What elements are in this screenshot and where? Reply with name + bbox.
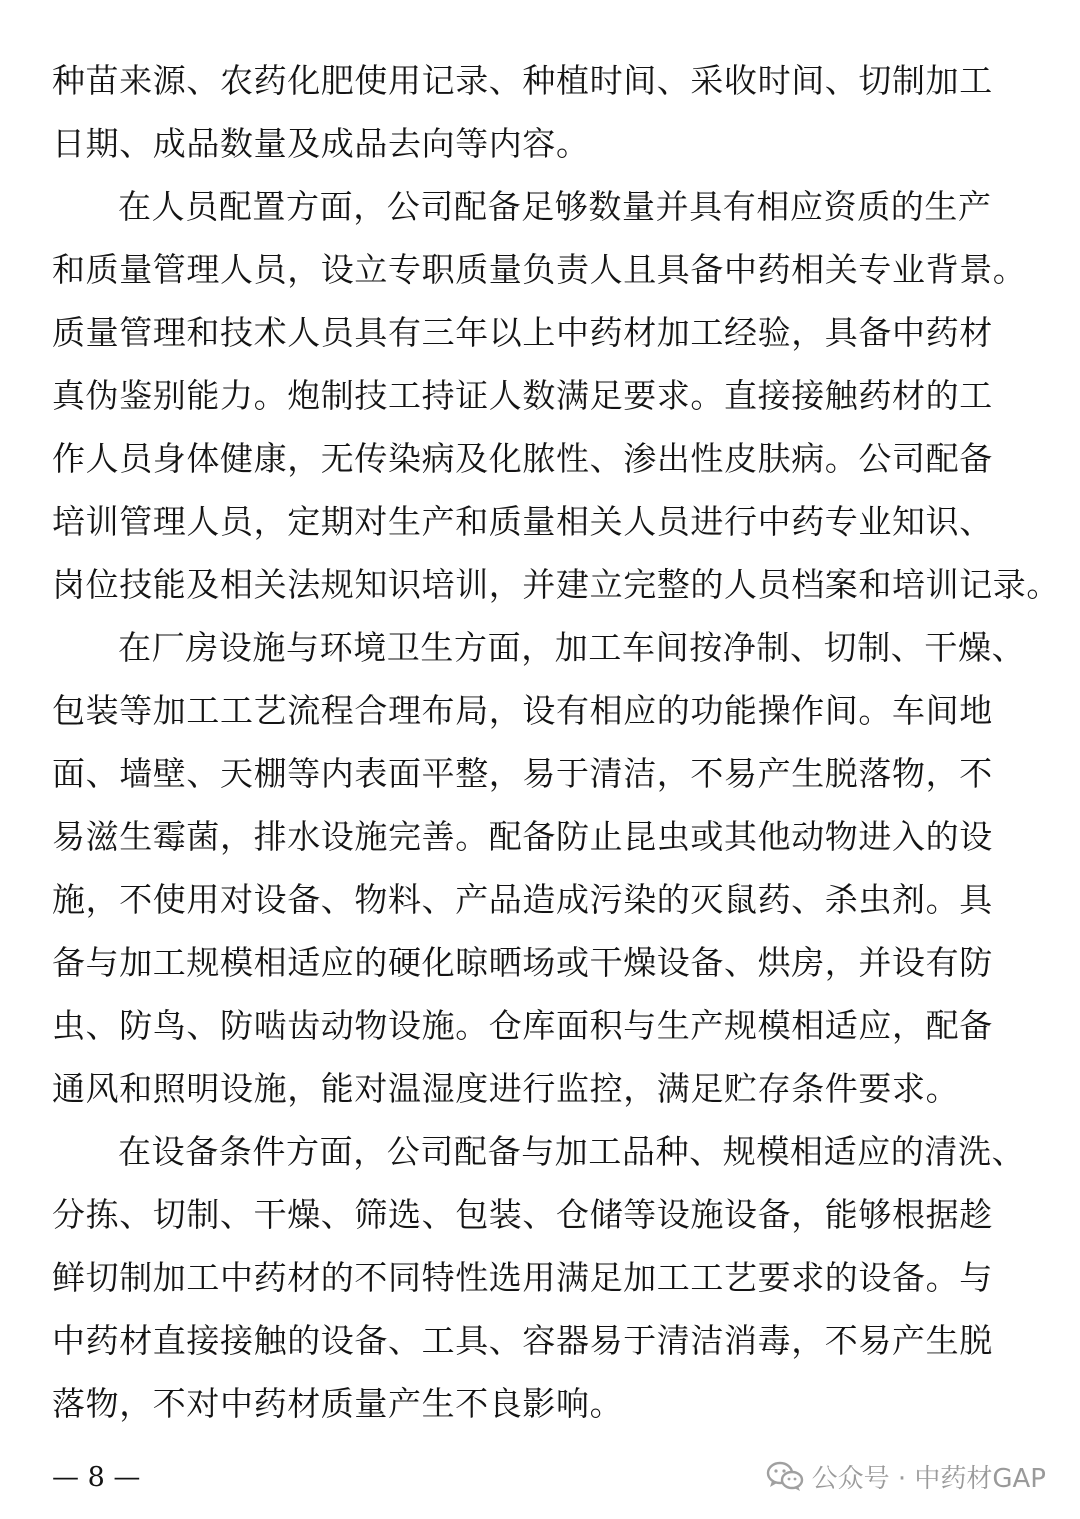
text-line: 在设备条件方面，公司配备与加工品种、规模相适应的清洗、 <box>118 1132 1026 1171</box>
text-line: 易滋生霉菌，排水设施完善。配备防止昆虫或其他动物进入的设 <box>52 817 993 856</box>
page-number: — 8 — <box>52 1462 141 1493</box>
text-line: 分拣、切制、干燥、筛选、包装、仓储等设施设备，能够根据趁 <box>52 1195 993 1234</box>
text-line: 通风和照明设施，能对温湿度进行监控，满足贮存条件要求。 <box>52 1069 960 1108</box>
text-line: 真伪鉴别能力。炮制技工持证人数满足要求。直接接触药材的工 <box>52 376 993 415</box>
text-line: 落物，不对中药材质量产生不良影响。 <box>52 1384 624 1423</box>
text-line: 质量管理和技术人员具有三年以上中药材加工经验，具备中药材 <box>52 313 993 352</box>
text-line: 培训管理人员，定期对生产和质量相关人员进行中药专业知识、 <box>52 502 993 541</box>
text-line: 中药材直接接触的设备、工具、容器易于清洁消毒，不易产生脱 <box>52 1321 993 1360</box>
text-line: 在厂房设施与环境卫生方面，加工车间按净制、切制、干燥、 <box>118 628 1026 667</box>
text-line: 施，不使用对设备、物料、产品造成污染的灭鼠药、杀虫剂。具 <box>52 880 993 919</box>
text-line: 在人员配置方面，公司配备足够数量并具有相应资质的生产 <box>118 187 992 226</box>
text-line: 和质量管理人员，设立专职质量负责人且具备中药相关专业背景。 <box>52 250 1027 289</box>
watermark-text: 公众号 · 中药材GAP <box>811 1463 1046 1494</box>
watermark <box>766 1454 1046 1498</box>
text-line: 虫、防鸟、防啮齿动物设施。仓库面积与生产规模相适应，配备 <box>52 1006 993 1045</box>
text-line: 鲜切制加工中药材的不同特性选用满足加工工艺要求的设备。与 <box>52 1258 993 1297</box>
text-line: 面、墙壁、天棚等内表面平整，易于清洁，不易产生脱落物，不 <box>52 754 993 793</box>
text-line: 备与加工规模相适应的硬化晾晒场或干燥设备、烘房，并设有防 <box>52 943 993 982</box>
text-line: 包装等加工工艺流程合理布局，设有相应的功能操作间。车间地 <box>52 691 993 730</box>
text-line: 作人员身体健康，无传染病及化脓性、渗出性皮肤病。公司配备 <box>52 439 993 478</box>
wechat-icon <box>766 1460 804 1492</box>
text-line: 日期、成品数量及成品去向等内容。 <box>52 124 590 163</box>
text-line: 种苗来源、农药化肥使用记录、种植时间、采收时间、切制加工 <box>52 61 993 100</box>
text-line: 岗位技能及相关法规知识培训，并建立完整的人员档案和培训记录。 <box>52 565 1060 604</box>
